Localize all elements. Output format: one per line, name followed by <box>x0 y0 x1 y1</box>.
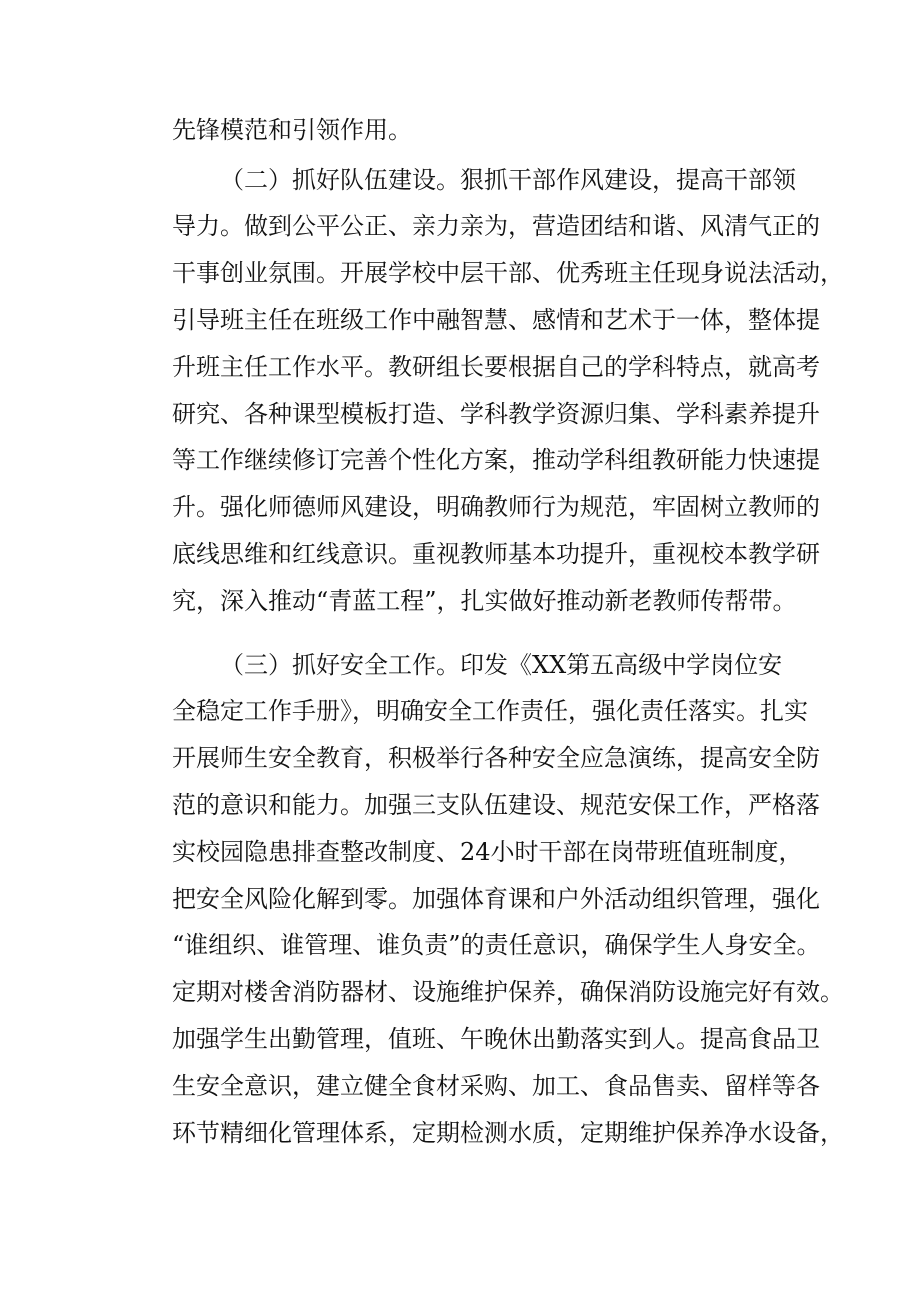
text-line: 导力。做到公平公正、亲力亲为，营造团结和谐、风清气正的 <box>172 212 820 240</box>
section-heading-line: （三）抓好安全工作。印发《XX第五高级中学岗位安 <box>220 651 783 679</box>
text-line: 等工作继续修订完善个性化方案，推动学科组教研能力快速提 <box>172 446 820 474</box>
text-line: 研究、各种课型模板打造、学科教学资源归集、学科素养提升 <box>172 400 820 428</box>
text-line: 开展师生安全教育，积极举行各种安全应急演练，提高安全防 <box>172 744 820 772</box>
text-line: 环节精细化管理体系，定期检测水质，定期维护保养净水设备， <box>172 1119 844 1147</box>
text-line: “谁组织、谁管理、谁负责”的责任意识，确保学生人身安全。 <box>172 931 821 959</box>
text-line: 全稳定工作手册》，明确安全工作责任，强化责任落实。扎实 <box>172 697 808 725</box>
section-heading-line: （二）抓好队伍建设。狠抓干部作风建设，提高干部领 <box>220 166 796 194</box>
text-line: 干事创业氛围。开展学校中层干部、优秀班主任现身说法活动， <box>172 259 844 287</box>
text-line: 实校园隐患排查整改制度、24小时干部在岗带班值班制度， <box>172 838 803 866</box>
text-line: 范的意识和能力。加强三支队伍建设、规范安保工作，严格落 <box>172 791 820 819</box>
text-line: 加强学生出勤管理，值班、午晚休出勤落实到人。提高食品卫 <box>172 1025 820 1053</box>
text-line: 先锋模范和引领作用。 <box>172 116 412 144</box>
text-line: 定期对楼舍消防器材、设施维护保养，确保消防设施完好有效。 <box>172 978 844 1006</box>
text-line: 引导班主任在班级工作中融智慧、感情和艺术于一体，整体提 <box>172 306 820 334</box>
text-line: 升。强化师德师风建设，明确教师行为规范，牢固树立教师的 <box>172 493 820 521</box>
text-line: 底线思维和红线意识。重视教师基本功提升，重视校本教学研 <box>172 540 820 568</box>
text-line: 把安全风险化解到零。加强体育课和户外活动组织管理，强化 <box>172 885 820 913</box>
text-line: 升班主任工作水平。教研组长要根据自己的学科特点，就高考 <box>172 353 820 381</box>
text-line: 生安全意识，建立健全食材采购、加工、食品售卖、留样等各 <box>172 1072 820 1100</box>
text-line: 究，深入推动“青蓝工程”，扎实做好推动新老教师传帮带。 <box>172 587 797 615</box>
